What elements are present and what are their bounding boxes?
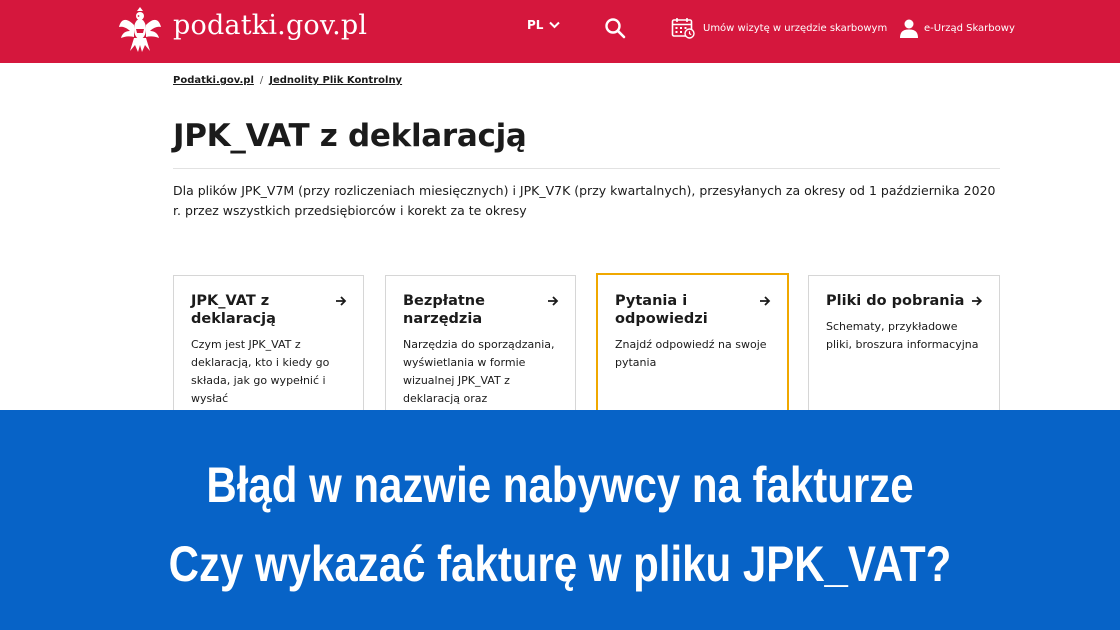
search-icon[interactable]	[604, 17, 626, 39]
language-label: PL	[527, 18, 544, 32]
card-free-tools[interactable]	[385, 275, 576, 425]
card-description: Czym jest JPK_VAT z deklaracją, kto i kiedy go składa, jak go wypełnić i wysłać	[191, 338, 330, 405]
banner-headline-line-1: Błąd w nazwie nabywcy na fakturze	[206, 457, 914, 513]
headline-banner	[0, 410, 1120, 630]
arrow-right-icon	[335, 295, 347, 307]
breadcrumb-separator: /	[259, 75, 264, 86]
card-description: Narzędzia do sporządzania, wyświetlania w formie wizualnej JPK_VAT z deklaracją oraz	[403, 338, 555, 405]
breadcrumb-link-jpk[interactable]: Jednolity Plik Kontrolny	[269, 75, 403, 86]
page-lead: Dla plików JPK_V7M (przy rozliczeniach miesięcznych) i JPK_V7K (przy kwartalnych), przesyłanych za okresy od 1 października 2020 r. przez wszystkich przedsiębiorców i korekt za te okresy	[173, 183, 996, 218]
card-title: Pytania i odpowiedzi	[615, 293, 708, 327]
site-header	[0, 0, 1120, 63]
arrow-right-icon	[759, 295, 771, 307]
banner-headline-line-2: Czy wykazać fakturę w pliku JPK_VAT?	[168, 536, 952, 592]
card-faq[interactable]	[596, 273, 789, 425]
appointment-link[interactable]	[671, 17, 887, 39]
calendar-icon	[671, 17, 695, 39]
card-title: JPK_VAT z deklaracją	[191, 293, 276, 327]
card-title: Pliki do pobrania	[826, 293, 965, 309]
site-name[interactable]: podatki.gov.pl	[173, 10, 368, 41]
arrow-right-icon	[547, 295, 559, 307]
language-selector[interactable]	[527, 18, 560, 32]
e-urzad-label: e-Urząd Skarbowy	[924, 22, 1015, 34]
card-downloads[interactable]	[808, 275, 1000, 425]
card-description: Znajdź odpowiedź na swoje pytania	[615, 338, 767, 369]
card-description: Schematy, przykładowe pliki, broszura informacyjna	[826, 320, 979, 351]
appointment-label: Umów wizytę w urzędzie skarbowym	[703, 22, 888, 34]
title-divider	[173, 168, 1000, 169]
arrow-right-icon	[971, 295, 983, 307]
eagle-emblem-icon[interactable]	[118, 7, 162, 53]
card-title: Bezpłatne narzędzia	[403, 293, 485, 327]
chevron-down-icon	[549, 21, 560, 29]
card-jpk-vat[interactable]	[173, 275, 364, 425]
e-urzad-link[interactable]	[898, 17, 1015, 39]
breadcrumb	[173, 75, 402, 86]
breadcrumb-link-home[interactable]: Podatki.gov.pl	[173, 75, 254, 86]
user-icon	[898, 17, 920, 39]
page-title: JPK_VAT z deklaracją	[173, 118, 527, 154]
